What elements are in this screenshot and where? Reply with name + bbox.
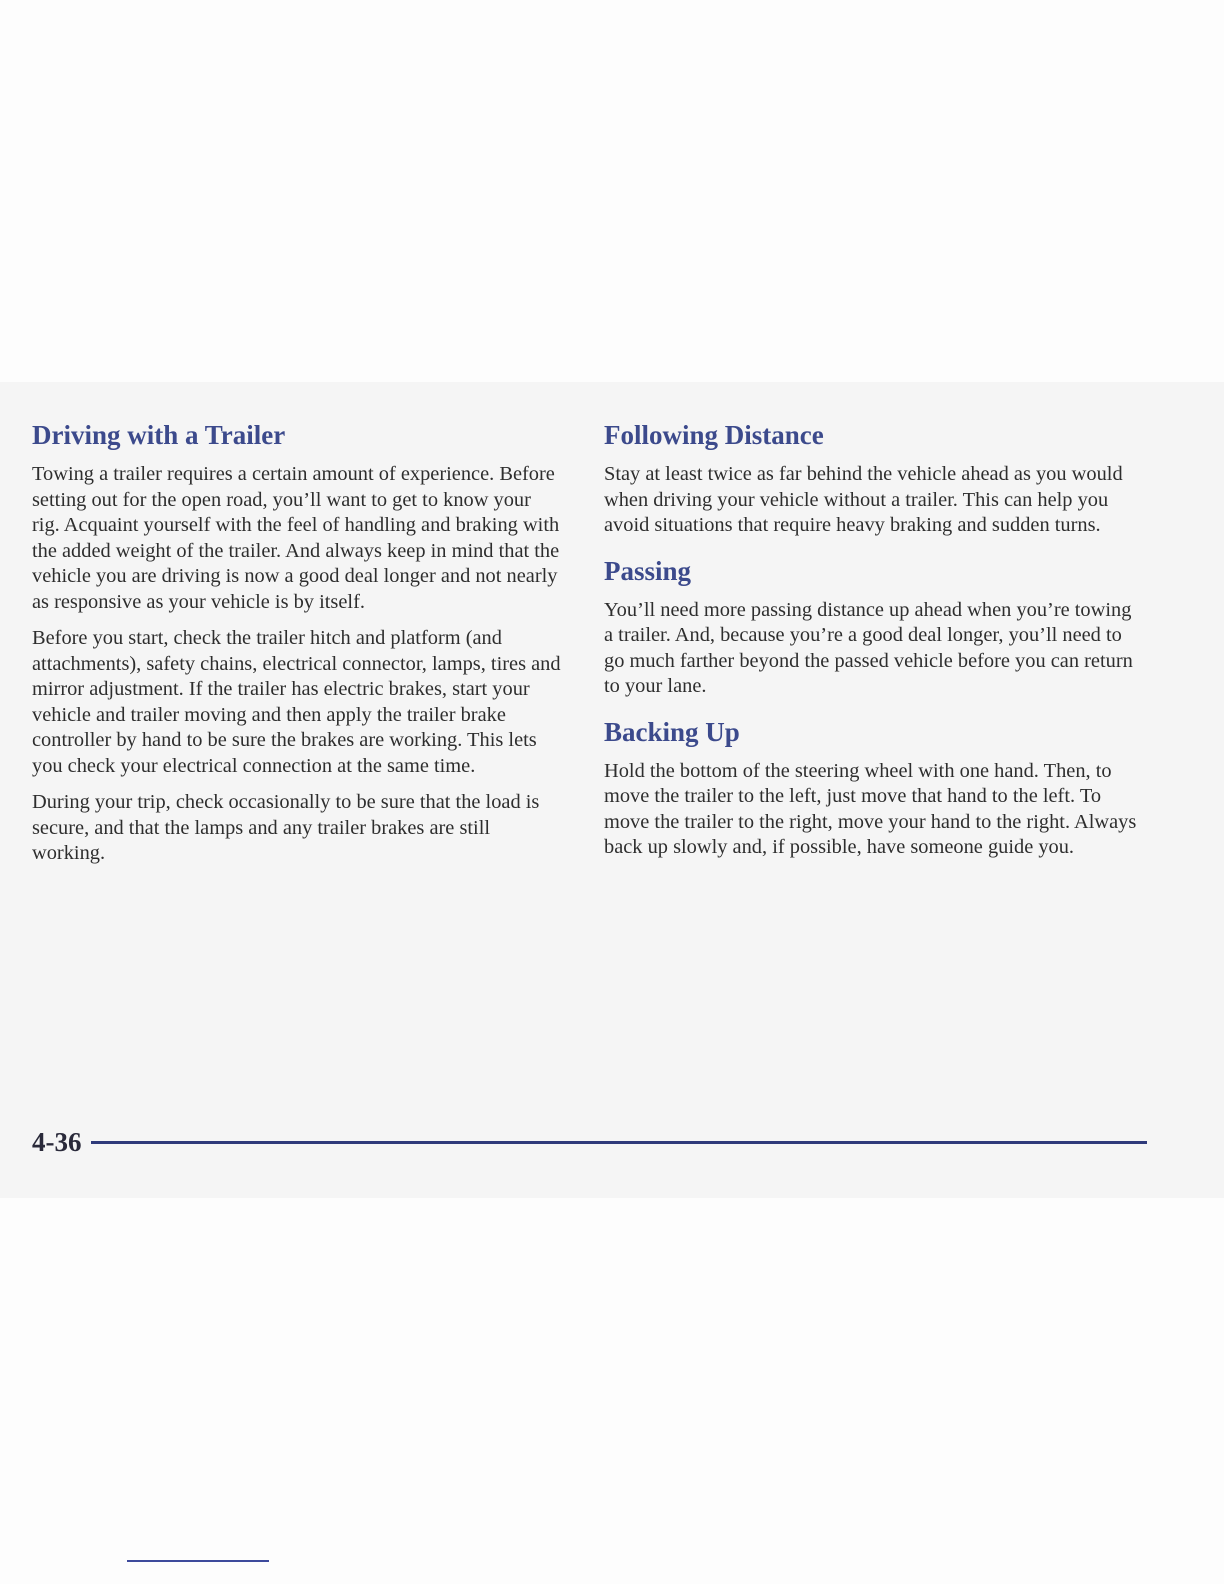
paragraph-during-your-trip: During your trip, check occasionally to be sure that the load is secure, and that the lamps and any trailer brakes are still working. xyxy=(32,791,540,864)
page-number: 4-36 xyxy=(32,1127,82,1157)
paragraph-before-you-start: Before you start, check the trailer hitch and platform (and attachments), safety chains, electrical connector, lamps, tires and mirror adjustment. If the trailer has electric brakes, start your vehicle and trailer moving and then apply the trailer brake controller by hand to be sure the brakes are working. This lets you check your electrical connection at the same time. xyxy=(32,627,561,777)
footer-rule xyxy=(91,1141,1147,1144)
paragraph-backing-up: Hold the bottom of the steering wheel with one hand. Then, to move the trailer to the left, just move that hand to the left. To move the trailer to the right, move your hand to the right. Always back up slowly and, if possible, have someone guide you. xyxy=(604,759,1137,858)
heading-driving-with-a-trailer: Driving with a Trailer xyxy=(32,420,286,450)
heading-backing-up: Backing Up xyxy=(604,716,740,747)
paragraph-passing: You’ll need more passing distance up ahead when you’re towing a trailer. And, because you’re a good deal longer, you’ll need to go much farther beyond the passed vehicle before you can return to your lane. xyxy=(604,598,1133,697)
heading-following-distance: Following Distance xyxy=(604,420,824,450)
bottom-mark-line xyxy=(127,1560,269,1562)
heading-passing: Passing xyxy=(604,555,692,586)
right-column xyxy=(604,420,1144,872)
left-column xyxy=(32,420,562,878)
paragraph-following-distance: Stay at least twice as far behind the vehicle ahead as you would when driving your vehicle without a trailer. This can help you avoid situations that require heavy braking and sudden turns. xyxy=(604,463,1123,536)
paragraph-towing-experience: Towing a trailer requires a certain amount of experience. Before setting out for the open road, you’ll want to get to know your rig. Acquaint yourself with the feel of handling and braking with the added weight of the trailer. And always keep in mind that the vehicle you are driving is now a good deal longer and not nearly as responsive as your vehicle is by itself. xyxy=(32,463,560,613)
